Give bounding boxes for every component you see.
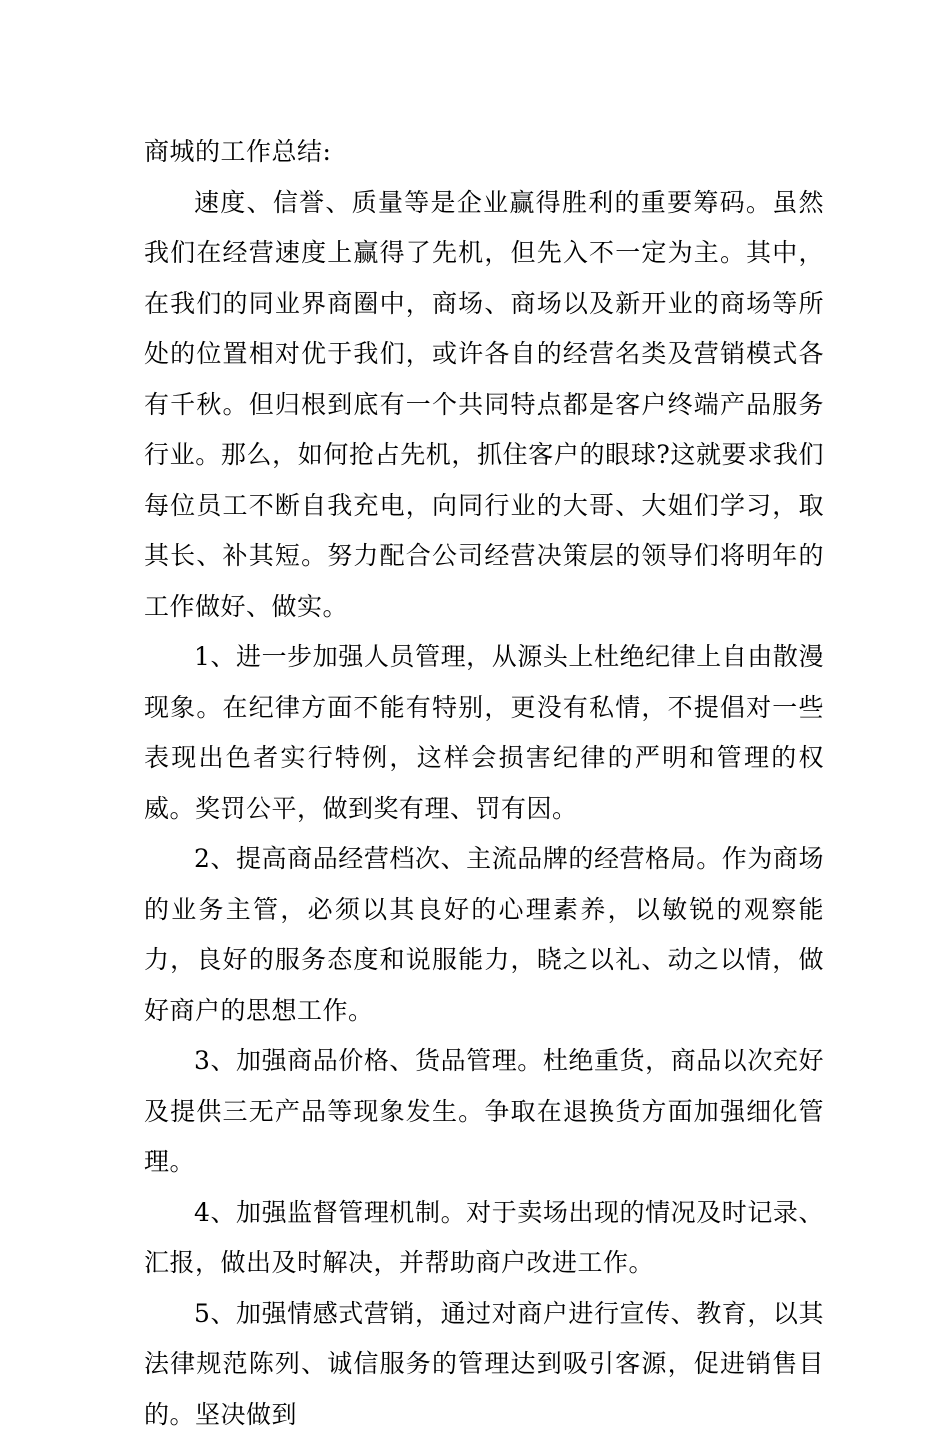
paragraph-item-5: 5、加强情感式营销，通过对商户进行宣传、教育，以其法律规范陈列、诚信服务的管理达到吸引客源，促进销售目的。坚决做到 bbox=[144, 1289, 824, 1440]
paragraph-item-3: 3、加强商品价格、货品管理。杜绝重货，商品以次充好及提供三无产品等现象发生。争取在退换货方面加强细化管理。 bbox=[144, 1036, 824, 1188]
paragraph-intro: 速度、信誉、质量等是企业赢得胜利的重要筹码。虽然我们在经营速度上赢得了先机，但先入不一定为主。其中，在我们的同业界商圈中，商场、商场以及新开业的商场等所处的位置相对优于我们，或许各自的经营名类及营销模式各有千秋。但归根到底有一个共同特点都是客户终端产品服务行业。那么，如何抢占先机，抓住客户的眼球?这就要求我们每位员工不断自我充电，向同行业的大哥、大姐们学习，取其长、补其短。努力配合公司经营决策层的领导们将明年的工作做好、做实。 bbox=[144, 178, 824, 633]
paragraph-item-4: 4、加强监督管理机制。对于卖场出现的情况及时记录、汇报，做出及时解决，并帮助商户改进工作。 bbox=[144, 1188, 824, 1289]
paragraph-item-2: 2、提高商品经营档次、主流品牌的经营格局。作为商场的业务主管，必须以其良好的心理素养，以敏锐的观察能力，良好的服务态度和说服能力，晓之以礼、动之以情，做好商户的思想工作。 bbox=[144, 834, 824, 1036]
document-body bbox=[144, 127, 824, 1440]
document-heading: 商城的工作总结: bbox=[144, 127, 824, 178]
paragraph-item-1: 1、进一步加强人员管理，从源头上杜绝纪律上自由散漫现象。在纪律方面不能有特别，更没有私情，不提倡对一些表现出色者实行特例，这样会损害纪律的严明和管理的权威。奖罚公平，做到奖有理、罚有因。 bbox=[144, 632, 824, 834]
